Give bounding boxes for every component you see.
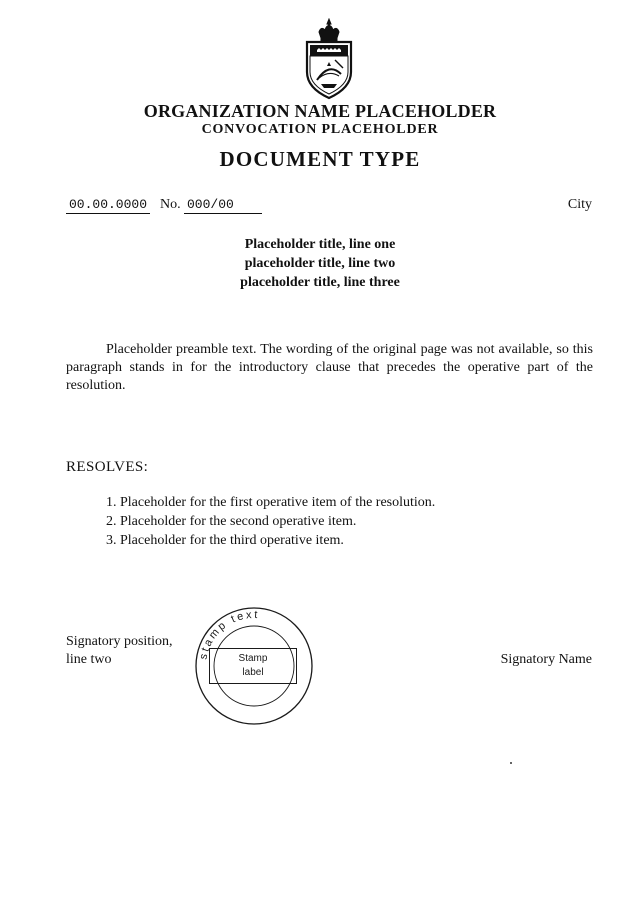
operative-item: 3. Placeholder for the third operative item. — [106, 533, 344, 548]
operative-item: 1. Placeholder for the first operative item of the resolution. — [106, 495, 436, 510]
organization-name: ORGANIZATION NAME PLACEHOLDER — [143, 101, 497, 121]
signatory-position-line-1: Signatory position, — [66, 634, 173, 649]
stamp-center-label — [209, 648, 297, 684]
title-line-3: placeholder title, line three — [240, 275, 400, 290]
document-date: 00.00.0000 — [66, 197, 150, 214]
document-type-heading: DOCUMENT TYPE — [219, 147, 421, 171]
stamp-ring-text: stamp text — [197, 608, 261, 661]
stamp-label-line-1: Stamp — [238, 653, 268, 664]
preamble-paragraph: Placeholder preamble text. The wording of the original page was not available, so this paragraph stands in for the introductory clause that precedes the operative part of the resolution. — [66, 342, 593, 393]
signatory-position-line-2: line two — [66, 652, 112, 667]
convocation-line: CONVOCATION PLACEHOLDER — [201, 122, 439, 137]
decree-heading: RESOLVES: — [66, 459, 149, 475]
title-line-2: placeholder title, line two — [244, 256, 396, 271]
signatory-name: Signatory Name — [500, 652, 592, 667]
title-line-1: Placeholder title, line one — [244, 237, 396, 252]
signatory-position — [66, 633, 173, 669]
city-of-issue: City — [567, 197, 592, 212]
document-title — [80, 235, 560, 292]
scan-speck — [510, 762, 512, 764]
stamp-label-line-2: label — [242, 667, 264, 678]
document-number: 000/00 — [184, 197, 262, 214]
operative-items-list — [66, 494, 593, 551]
document-meta-row — [66, 197, 592, 217]
number-sign: No. — [160, 197, 181, 212]
operative-item: 2. Placeholder for the second operative item. — [106, 514, 357, 529]
coat-of-arms-emblem — [297, 18, 361, 100]
